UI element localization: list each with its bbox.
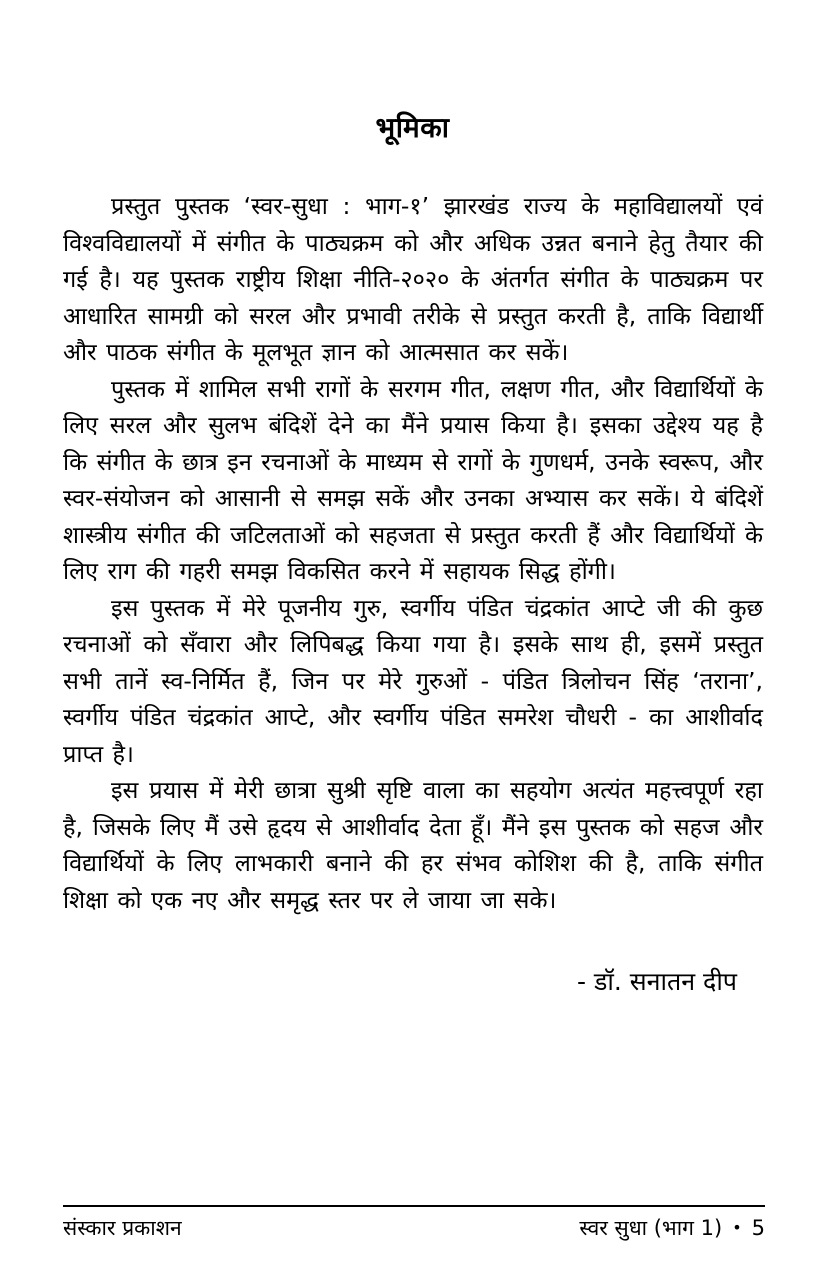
page-footer	[63, 1205, 765, 1242]
author-signature: - डॉ. सनातन दीप	[577, 967, 737, 996]
footer-right-group	[579, 1214, 765, 1242]
paragraph-2: पुस्तक में शामिल सभी रागों के सरगम गीत, लक्षण गीत, और विद्यार्थियों के लिए सरल और सुलभ बंदिशें देने का मैंने प्रयास किया है। इसका उद्देश्य यह है कि संगीत के छात्र इन रचनाओं के माध्यम से रागों के गुणधर्म, उनके स्वरूप, और स्वर-संयोजन को आसानी से समझ सकें और उनका अभ्यास कर सकें। ये बंदिशें शास्त्रीय संगीत की जटिलताओं को सहजता से प्रस्तुत करती हैं और विद्यार्थियों के लिए राग की गहरी समझ विकसित करने में सहायक सिद्ध होंगी।	[63, 374, 763, 585]
paragraph-3: इस पुस्तक में मेरे पूजनीय गुरु, स्वर्गीय पंडित चंद्रकांत आप्टे जी की कुछ रचनाओं को सँवारा और लिपिबद्ध किया गया है। इसके साथ ही, इसमें प्रस्तुत सभी तानें स्व-निर्मित हैं, जिन पर मेरे गुरुओं - पंडित त्रिलोचन सिंह ‘तराना’, स्वर्गीय पंडित चंद्रकांत आप्टे, और स्वर्गीय पंडित समरेश चौधरी - का आशीर्वाद प्राप्त है।	[63, 593, 763, 768]
page-number: 5	[751, 1216, 765, 1240]
page-title: भूमिका	[375, 111, 450, 144]
paragraph-4: इस प्रयास में मेरी छात्रा सुश्री सृष्टि वाला का सहयोग अत्यंत महत्त्वपूर्ण रहा है, जिसके लिए मैं उसे हृदय से आशीर्वाद देता हूँ। मैंने इस पुस्तक को सहज और विद्यार्थियों के लिए लाभकारी बनाने की हर संभव कोशिश की है, ताकि संगीत शिक्षा को एक नए और समृद्ध स्तर पर ले जाया जा सके।	[63, 776, 763, 914]
paragraph-1: प्रस्तुत पुस्तक ‘स्वर-सुधा : भाग-१’ झारखंड राज्य के महाविद्यालयों एवं विश्वविद्यालयों में संगीत के पाठ्यक्रम को और अधिक उन्नत बनाने हेतु तैयार की गई है। यह पुस्तक राष्ट्रीय शिक्षा नीति-२०२० के अंतर्गत संगीत के पाठ्यक्रम पर आधारित सामग्री को सरल और प्रभावी तरीके से प्रस्तुत करती है, ताकि विद्यार्थी और पाठक संगीत के मूलभूत ज्ञान को आत्मसात कर सकें।	[63, 192, 763, 366]
book-title: स्वर सुधा (भाग 1)	[579, 1216, 723, 1240]
publisher-name: संस्कार प्रकाशन	[63, 1216, 182, 1240]
preface-body	[63, 188, 763, 918]
bullet-separator: •	[732, 1218, 742, 1237]
